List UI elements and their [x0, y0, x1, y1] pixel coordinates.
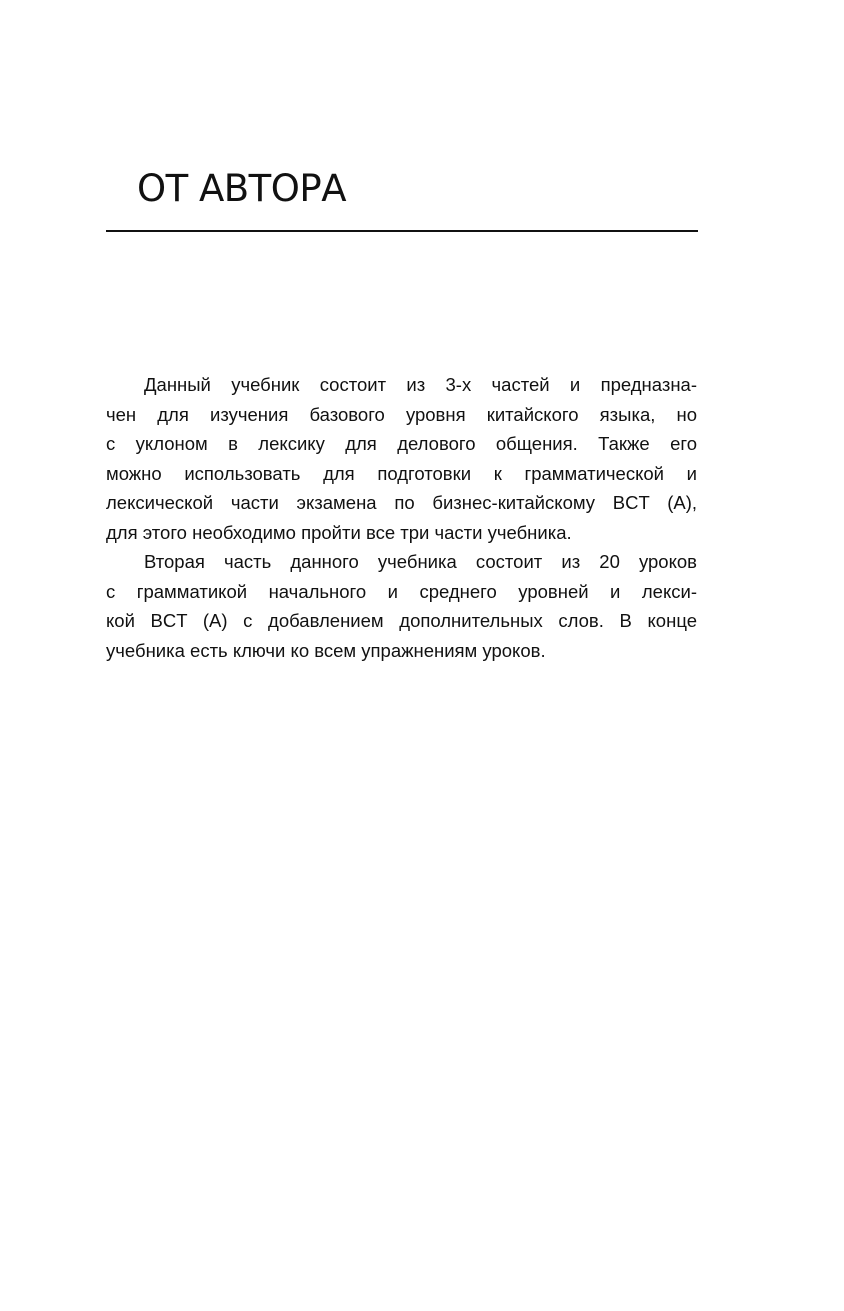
paragraph-1-line-1: Данный учебник состоит из 3-х частей и предназна- — [144, 374, 697, 395]
paragraph-1-line-3: с уклоном в лексику для делового общения. Также его — [106, 433, 697, 454]
paragraph-2-line-2: с грамматикой начального и среднего уровней и лекси- — [106, 580, 697, 602]
author-preface-text — [106, 370, 697, 665]
heading-underline — [106, 230, 698, 232]
paragraph-1-line-5: лексической части экзамена по бизнес-китайскому BCT (A), — [106, 492, 697, 513]
paragraph-1-line-2: чен для изучения базового уровня китайского языка, но — [106, 403, 697, 425]
paragraph-2-line-1: Вторая часть данного учебника состоит из 20 уроков — [144, 551, 697, 572]
paragraph-2-line-3: кой BCT (A) с добавлением дополнительных слов. В конце — [106, 610, 697, 631]
paragraph-1-line-4: можно использовать для подготовки к грамматической и — [106, 462, 697, 484]
paragraph-2-line-4: учебника есть ключи ко всем упражнениям уроков. — [106, 639, 546, 661]
section-heading: ОТ АВТОРА — [137, 167, 347, 210]
paragraph-1-line-6: для этого необходимо пройти все три части учебника. — [106, 521, 572, 543]
